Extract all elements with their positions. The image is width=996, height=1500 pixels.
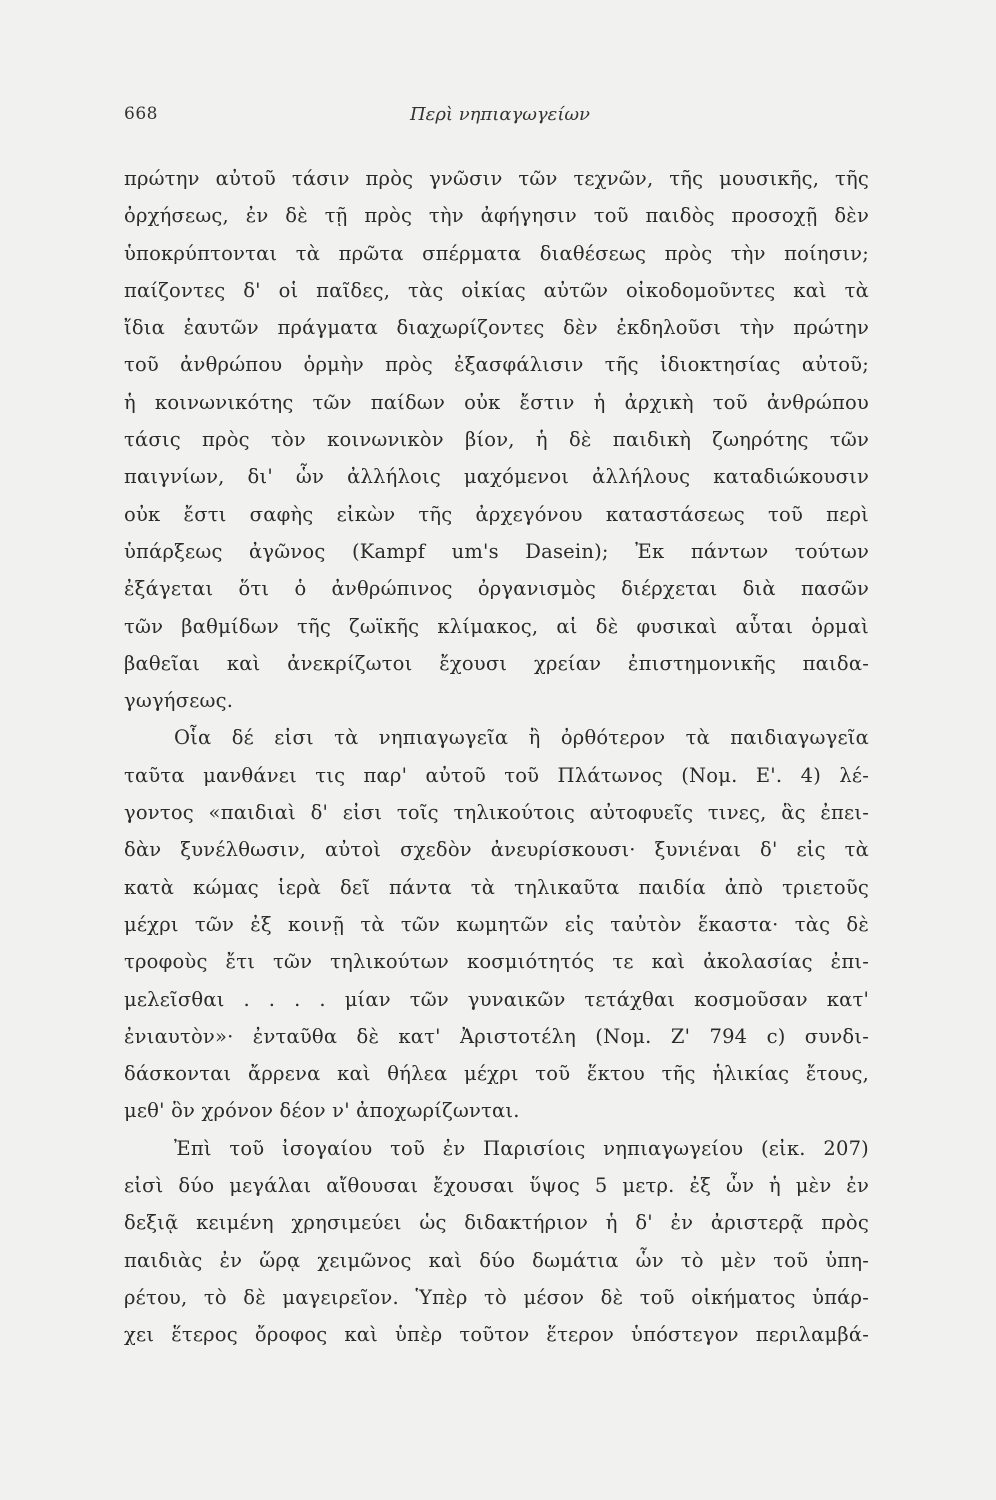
text-line: Ἐπὶ τοῦ ἰσογαίου τοῦ ἐν Παρισίοις νηπιαγωγείου (εἰκ. 207) <box>174 1136 869 1160</box>
text-line: παιδιὰς ἐν ὥρᾳ χειμῶνος καὶ δύο δωμάτια ὧν τὸ μὲν τοῦ ὑπη- <box>124 1248 869 1272</box>
text-line: ἐξάγεται ὅτι ὁ ἀνθρώπινος ὀργανισμὸς διέρχεται διὰ πασῶν <box>124 577 869 601</box>
text-line: μέχρι τῶν ἐξ κοινῇ τὰ τῶν κωμητῶν εἰς ταὐτὸν ἕκαστα· τὰς δὲ <box>124 912 869 936</box>
text-line: ἐνιαυτὸν»· ἐνταῦθα δὲ κατ' Ἀριστοτέλη (Νομ. Ζ' 794 c) συνδι- <box>124 1024 869 1048</box>
text-line: παιγνίων, δι' ὧν ἀλλήλοις μαχόμενοι ἀλλήλους καταδιώκουσιν <box>124 465 869 489</box>
text-line: ἡ κοινωνικότης τῶν παίδων οὐκ ἔστιν ἡ ἀρχικὴ τοῦ ἀνθρώπου <box>124 390 869 414</box>
text-line: δεξιᾷ κειμένη χρησιμεύει ὡς διδακτήριον ἡ δ' ἐν ἀριστερᾷ πρὸς <box>124 1211 869 1235</box>
text-line: ὀρχήσεως, ἐν δὲ τῇ πρὸς τὴν ἀφήγησιν τοῦ παιδὸς προσοχῇ δὲν <box>124 204 869 228</box>
page-number: 668 <box>124 104 158 124</box>
text-line: παίζοντες δ' οἱ παῖδες, τὰς οἰκίας αὐτῶν οἰκοδομοῦντες καὶ τὰ <box>124 278 869 302</box>
text-line: γωγήσεως. <box>124 689 234 713</box>
text-line: κατὰ κώμας ἱερὰ δεῖ πάντα τὰ τηλικαῦτα παιδία ἀπὸ τριετοῦς <box>124 875 869 899</box>
page-header <box>124 104 876 134</box>
text-line: τῶν βαθμίδων τῆς ζωϊκῆς κλίμακος, αἱ δὲ φυσικαὶ αὗται ὁρμαὶ <box>124 614 869 638</box>
text-line: πρώτην αὐτοῦ τάσιν πρὸς γνῶσιν τῶν τεχνῶν, τῆς μουσικῆς, τῆς <box>124 167 869 190</box>
text-line: ρέτου, τὸ δὲ μαγειρεῖον. Ὑπὲρ τὸ μέσον δὲ τοῦ οἰκήματος ὑπάρ- <box>124 1285 869 1309</box>
text-line: μελεῖσθαι . . . . μίαν τῶν γυναικῶν τετάχθαι κοσμοῦσαν κατ' <box>124 987 869 1011</box>
text-line: δὰν ξυνέλθωσιν, αὐτοὶ σχεδὸν ἀνευρίσκουσι· ξυνιέναι δ' εἰς τὰ <box>124 838 869 862</box>
text-line: τροφοὺς ἔτι τῶν τηλικούτων κοσμιότητός τε καὶ ἀκολασίας ἐπι- <box>124 950 869 974</box>
text-line: εἰσὶ δύο μεγάλαι αἴθουσαι ἔχουσαι ὕψος 5 μετρ. ἐξ ὧν ἡ μὲν ἐν <box>124 1174 869 1198</box>
body-text <box>124 160 869 1354</box>
text-line: μεθ' ὃν χρόνον δέον ν' ἀποχωρίζωνται. <box>124 1099 520 1123</box>
text-line: ταῦτα μανθάνει τις παρ' αὐτοῦ τοῦ Πλάτωνος (Νομ. Ε'. 4) λέ- <box>124 763 869 787</box>
text-line: τοῦ ἀνθρώπου ὁρμὴν πρὸς ἐξασφάλισιν τῆς ἰδιοκτησίας αὐτοῦ; <box>124 353 869 377</box>
text-line: ἴδια ἑαυτῶν πράγματα διαχωρίζοντες δὲν ἐκδηλοῦσι τὴν πρώτην <box>124 316 869 340</box>
text-line: γοντος «παιδιαὶ δ' εἰσι τοῖς τηλικούτοις αὐτοφυεῖς τινες, ἃς ἐπει- <box>124 801 869 825</box>
text-line: δάσκονται ἄρρενα καὶ θήλεα μέχρι τοῦ ἕκτου τῆς ἡλικίας ἔτους, <box>124 1062 869 1086</box>
text-line: Οἷα δέ εἰσι τὰ νηπιαγωγεῖα ἢ ὀρθότερον τὰ παιδιαγωγεῖα <box>174 726 869 750</box>
text-line: οὐκ ἔστι σαφὴς εἰκὼν τῆς ἀρχεγόνου καταστάσεως τοῦ περὶ <box>124 502 869 526</box>
running-title: Περὶ νηπιαγωγείων <box>409 104 591 125</box>
text-line: ὑποκρύπτονται τὰ πρῶτα σπέρματα διαθέσεως πρὸς τὴν ποίησιν; <box>124 241 869 265</box>
text-line: χει ἕτερος ὄροφος καὶ ὑπὲρ τοῦτον ἕτερον ὑπόστεγον περιλαμβά- <box>124 1323 869 1347</box>
text-line: ὑπάρξεως ἀγῶνος (Kampf um's Dasein); Ἐκ πάντων τούτων <box>124 539 869 563</box>
text-line: βαθεῖαι καὶ ἀνεκρίζωτοι ἔχουσι χρείαν ἐπιστημονικῆς παιδα- <box>124 651 869 675</box>
text-line: τάσις πρὸς τὸν κοινωνικὸν βίον, ἡ δὲ παιδικὴ ζωηρότης τῶν <box>124 428 869 452</box>
